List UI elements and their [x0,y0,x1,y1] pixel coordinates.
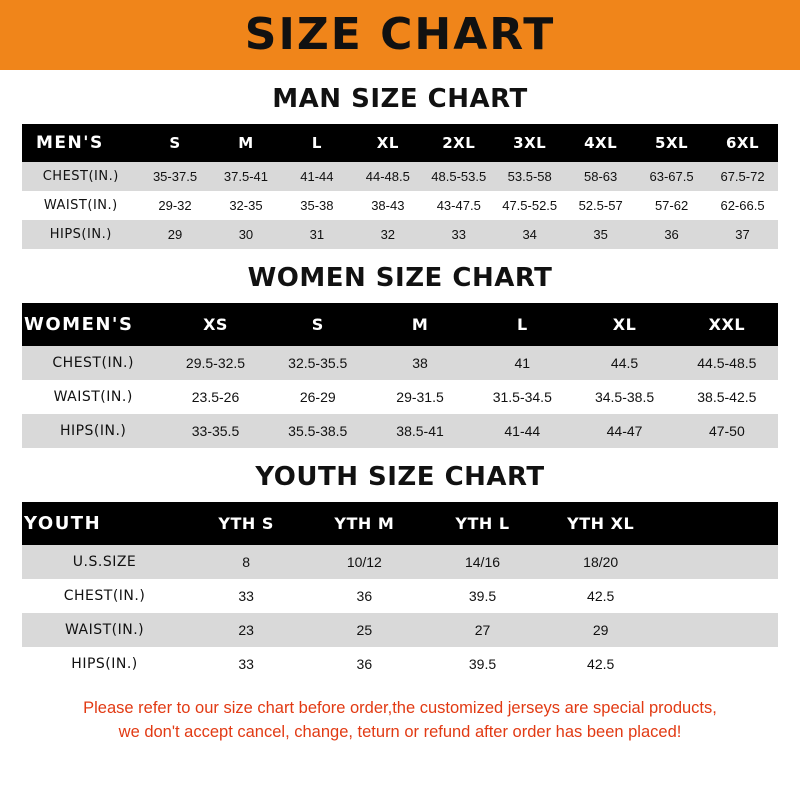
column-header-2xl: 2XL [423,124,494,162]
column-header-xs: XS [164,303,266,346]
column-header-m: M [210,124,281,162]
column-header-xl: XL [573,303,675,346]
column-header-4xl: 4XL [565,124,636,162]
cell: 33 [187,579,305,613]
cell: 33 [187,647,305,681]
cell: 44-47 [573,414,675,448]
row-label-waist: WAIST(IN.) [22,191,140,220]
table-body [22,162,778,249]
cell: 67.5-72 [707,162,778,191]
column-header-3xl: 3XL [494,124,565,162]
column-header-6xl: 6XL [707,124,778,162]
table-header [22,124,778,162]
table-row [22,162,778,191]
table-header-row [22,303,778,346]
cell: 37.5-41 [210,162,281,191]
table-body [22,346,778,448]
column-header-xl: XL [352,124,423,162]
column-header-yth-xl: YTH XL [542,502,660,545]
cell: 42.5 [542,647,660,681]
cell: 33 [423,220,494,249]
cell: 38-43 [352,191,423,220]
cell: 62-66.5 [707,191,778,220]
table-row [22,191,778,220]
section-man [22,84,778,249]
cell: 39.5 [423,579,541,613]
cell: 30 [210,220,281,249]
cell: 34 [494,220,565,249]
cell: 41-44 [281,162,352,191]
table-header-row [22,502,778,545]
cell: 41 [471,346,573,380]
cell: 44-48.5 [352,162,423,191]
cell: 8 [187,545,305,579]
cell: 29 [140,220,211,249]
cell: 44.5 [573,346,675,380]
cell: 32-35 [210,191,281,220]
table-row [22,579,778,613]
column-header-mens: MEN'S [22,124,140,162]
row-label-hips: HIPS(IN.) [22,647,187,681]
cell: 47-50 [676,414,778,448]
cell: 35 [565,220,636,249]
cell: 32.5-35.5 [267,346,369,380]
cell: 10/12 [305,545,423,579]
man-size-table [22,124,778,249]
cell [660,647,778,681]
column-header-5xl: 5XL [636,124,707,162]
cell: 33-35.5 [164,414,266,448]
cell: 31.5-34.5 [471,380,573,414]
cell: 41-44 [471,414,573,448]
table-body [22,545,778,681]
row-label-us-size: U.S.SIZE [22,545,187,579]
section-title-youth: YOUTH SIZE CHART [255,462,545,492]
page-title: SIZE CHART [244,9,556,60]
cell: 36 [636,220,707,249]
table-row [22,545,778,579]
column-header-m: M [369,303,471,346]
cell: 57-62 [636,191,707,220]
cell: 47.5-52.5 [494,191,565,220]
column-header-yth-m: YTH M [305,502,423,545]
footer-note [22,697,778,745]
cell [660,613,778,647]
cell: 35-38 [281,191,352,220]
cell: 14/16 [423,545,541,579]
table-row [22,380,778,414]
table-header [22,502,778,545]
content [0,84,800,745]
cell: 26-29 [267,380,369,414]
table-row [22,613,778,647]
cell: 34.5-38.5 [573,380,675,414]
cell: 27 [423,613,541,647]
cell: 23 [187,613,305,647]
column-header-xxl: XXL [676,303,778,346]
cell: 36 [305,579,423,613]
row-label-chest: CHEST(IN.) [22,579,187,613]
cell: 44.5-48.5 [676,346,778,380]
banner [0,0,800,70]
cell [660,579,778,613]
row-label-waist: WAIST(IN.) [22,613,187,647]
cell: 29-31.5 [369,380,471,414]
cell [660,545,778,579]
cell: 32 [352,220,423,249]
cell: 58-63 [565,162,636,191]
section-women [22,263,778,448]
cell: 29-32 [140,191,211,220]
cell: 38.5-41 [369,414,471,448]
youth-size-table [22,502,778,681]
cell: 29 [542,613,660,647]
table-row [22,647,778,681]
footer-note-line-1: Please refer to our size chart before order,the customized jerseys are special products, [83,699,717,717]
column-header-yth-s: YTH S [187,502,305,545]
column-header-empty [660,502,778,545]
column-header-s: S [140,124,211,162]
row-label-hips: HIPS(IN.) [22,414,164,448]
row-label-chest: CHEST(IN.) [22,346,164,380]
cell: 38 [369,346,471,380]
cell: 43-47.5 [423,191,494,220]
cell: 63-67.5 [636,162,707,191]
cell: 37 [707,220,778,249]
table-header [22,303,778,346]
cell: 35.5-38.5 [267,414,369,448]
row-label-hips: HIPS(IN.) [22,220,140,249]
cell: 23.5-26 [164,380,266,414]
cell: 31 [281,220,352,249]
cell: 29.5-32.5 [164,346,266,380]
section-youth [22,462,778,681]
cell: 25 [305,613,423,647]
cell: 38.5-42.5 [676,380,778,414]
section-title-women: WOMEN SIZE CHART [247,263,553,293]
column-header-s: S [267,303,369,346]
women-size-table [22,303,778,448]
table-row [22,220,778,249]
table-row [22,346,778,380]
cell: 39.5 [423,647,541,681]
cell: 35-37.5 [140,162,211,191]
column-header-l: L [471,303,573,346]
footer-note-line-2: we don't accept cancel, change, teturn or refund after order has been placed! [118,722,682,741]
cell: 48.5-53.5 [423,162,494,191]
column-header-womens: WOMEN'S [22,303,164,346]
cell: 42.5 [542,579,660,613]
row-label-waist: WAIST(IN.) [22,380,164,414]
cell: 52.5-57 [565,191,636,220]
column-header-yth-l: YTH L [423,502,541,545]
column-header-youth: YOUTH [22,502,187,545]
column-header-l: L [281,124,352,162]
section-title-man: MAN SIZE CHART [272,84,528,114]
table-header-row [22,124,778,162]
cell: 18/20 [542,545,660,579]
table-row [22,414,778,448]
cell: 36 [305,647,423,681]
cell: 53.5-58 [494,162,565,191]
row-label-chest: CHEST(IN.) [22,162,140,191]
